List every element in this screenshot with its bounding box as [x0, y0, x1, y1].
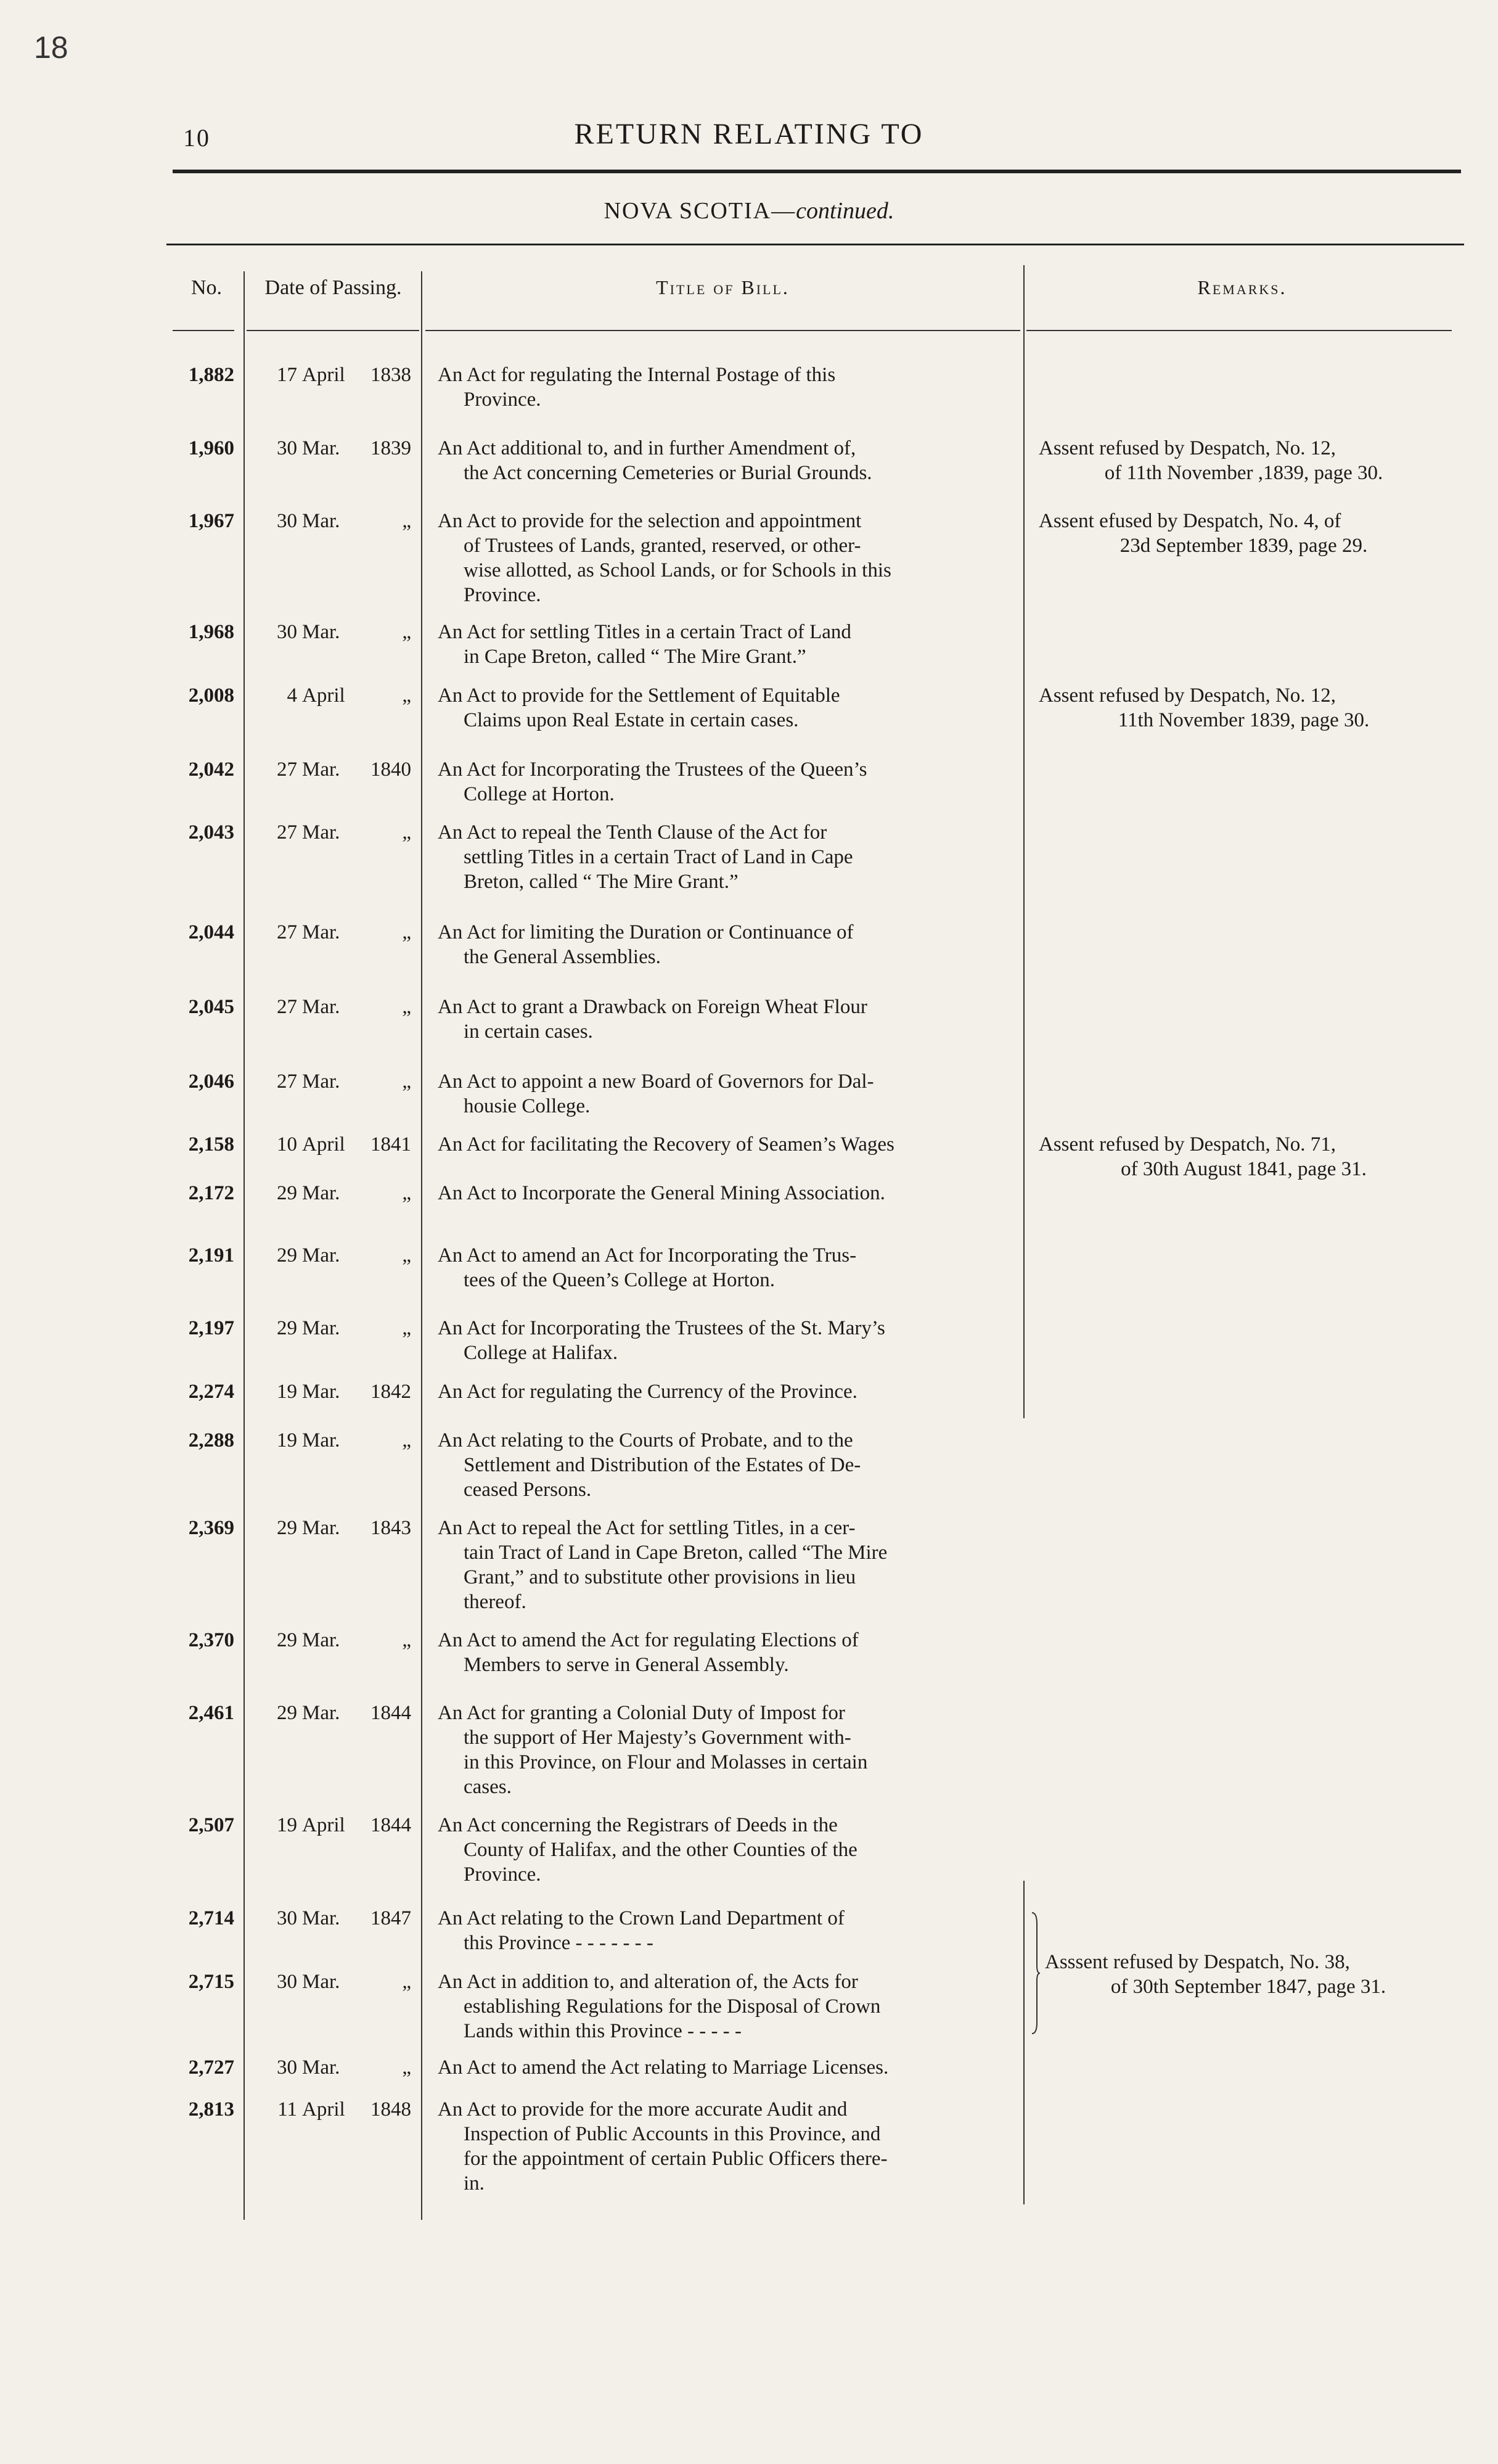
bill-title	[438, 820, 1011, 894]
header-underline-remarks	[1026, 330, 1452, 331]
passing-month: Mar.	[302, 1182, 340, 1204]
bill-title	[438, 363, 1011, 412]
passing-day: 29	[277, 1629, 297, 1651]
bill-title	[438, 1516, 1011, 1614]
passing-month: Mar.	[302, 821, 340, 844]
bill-title	[438, 683, 1011, 733]
header-underline-title	[425, 330, 1020, 331]
bill-title-line: Inspection of Public Accounts in this Province, and	[464, 2123, 881, 2145]
bill-title-line: the support of Her Majesty’s Government with-	[464, 1727, 851, 1749]
bill-title	[438, 1316, 1011, 1365]
bill-title-line: in Cape Breton, called “ The Mire Grant.”	[464, 646, 806, 668]
bill-title-line: College at Halifax.	[464, 1342, 618, 1364]
passing-month: Mar.	[302, 2056, 340, 2079]
bill-title-line: for the appointment of certain Public Officers there-	[464, 2148, 888, 2170]
bill-number: 2,008	[188, 684, 234, 707]
bill-title-line: Lands within this Province - - - - -	[464, 2020, 742, 2042]
passing-month: Mar.	[302, 1971, 340, 1993]
bill-title	[438, 2055, 1011, 2080]
passing-day: 30	[277, 1907, 297, 1929]
passing-year: „	[402, 1429, 411, 1452]
bill-title-line: An Act to repeal the Act for settling Titles, in a cer-	[438, 1517, 856, 1539]
bill-number: 2,158	[188, 1133, 234, 1156]
bill-number: 2,813	[188, 2098, 234, 2121]
bill-title-line: An Act to provide for the Settlement of Equitable	[438, 684, 840, 707]
bill-remarks-line: of 30th August 1841, page 31.	[1121, 1158, 1367, 1180]
passing-day: 17	[277, 364, 297, 386]
passing-day: 30	[277, 621, 297, 643]
passing-day: 27	[277, 758, 297, 781]
bill-title	[438, 1181, 1011, 1205]
bill-title-line: An Act to amend an Act for Incorporating the Trus-	[438, 1244, 857, 1267]
bill-title	[438, 995, 1011, 1044]
passing-month: Mar.	[302, 921, 340, 943]
bill-title-line: Members to serve in General Assembly.	[464, 1654, 789, 1676]
bill-number: 1,968	[188, 621, 234, 643]
bill-number: 2,046	[188, 1070, 234, 1093]
bill-title-line: the Act concerning Cemeteries or Burial Grounds.	[464, 462, 872, 484]
bill-number: 2,274	[188, 1381, 234, 1403]
passing-year: „	[402, 2056, 411, 2079]
passing-day: 11	[277, 2098, 297, 2121]
bill-title-line: An Act in addition to, and alteration of, the Acts for	[438, 1971, 858, 1993]
passing-year: 1843	[370, 1517, 411, 1539]
column-header-title: Title of Bill.	[656, 276, 790, 298]
passing-day: 27	[277, 1070, 297, 1093]
bill-title-line: the General Assemblies.	[464, 946, 661, 968]
bill-number: 1,967	[188, 510, 234, 532]
passing-day: 30	[277, 510, 297, 532]
bill-title	[438, 1813, 1011, 1887]
bill-title-line: settling Titles in a certain Tract of Land in Cape	[464, 846, 853, 868]
bill-title-line: College at Horton.	[464, 783, 615, 805]
passing-day: 29	[277, 1702, 297, 1724]
table-top-rule	[166, 244, 1464, 245]
passing-year: 1840	[370, 758, 411, 781]
bill-title-line: An Act for facilitating the Recovery of Seamen’s Wages	[438, 1133, 894, 1156]
passing-month: Mar.	[302, 996, 340, 1018]
passing-year: „	[402, 1971, 411, 1993]
column-divider-title-lower	[1023, 1881, 1025, 2204]
bill-title-line: An Act relating to the Crown Land Department of	[438, 1907, 845, 1929]
header-underline-no	[173, 330, 234, 331]
passing-year: „	[402, 510, 411, 532]
passing-year: 1847	[370, 1907, 411, 1929]
bracket-remark-line: Asssent refused by Despatch, No. 38,	[1045, 1951, 1350, 1973]
bill-title-line: this Province - - - - - - -	[464, 1932, 653, 1954]
passing-month: April	[302, 1814, 345, 1836]
passing-day: 29	[277, 1244, 297, 1267]
column-header-no: No.	[190, 276, 223, 299]
passing-year: „	[402, 1070, 411, 1093]
bill-title-line: County of Halifax, and the other Counties of the	[464, 1839, 857, 1861]
passing-month: Mar.	[302, 1244, 340, 1267]
bill-title-line: An Act to grant a Drawback on Foreign Wheat Flour	[438, 996, 867, 1018]
bill-number: 2,044	[188, 921, 234, 943]
passing-year: „	[402, 1317, 411, 1339]
bill-title-line: Claims upon Real Estate in certain cases.	[464, 709, 799, 731]
bill-title-line: of Trustees of Lands, granted, reserved, or other-	[464, 535, 861, 557]
bill-title-line: An Act for regulating the Internal Postage of this	[438, 364, 836, 386]
bill-title	[438, 1969, 1011, 2043]
bill-number: 2,727	[188, 2056, 234, 2079]
passing-year: „	[402, 621, 411, 643]
column-divider-title	[1023, 265, 1025, 1418]
running-title: RETURN RELATING TO	[574, 118, 924, 150]
bill-title-line: An Act to provide for the selection and appointment	[438, 510, 862, 532]
bill-title-line: Province.	[464, 584, 541, 606]
bill-number: 2,714	[188, 1907, 234, 1929]
section-title	[0, 197, 1498, 224]
bill-title	[438, 1906, 1011, 1955]
bracket-remark-line: of 30th September 1847, page 31.	[1110, 1976, 1386, 1998]
bill-title-line: An Act to Incorporate the General Mining Association.	[438, 1182, 885, 1204]
bill-title	[438, 1628, 1011, 1677]
bill-number: 2,172	[188, 1182, 234, 1204]
passing-year: „	[402, 1629, 411, 1651]
passing-day: 29	[277, 1182, 297, 1204]
bill-title-line: An Act to provide for the more accurate Audit and	[438, 2098, 848, 2121]
bill-title-line: An Act relating to the Courts of Probate, and to the	[438, 1429, 853, 1452]
column-header-date: Date of Passing.	[264, 276, 402, 299]
bill-remarks-line: Assent refused by Despatch, No. 12,	[1039, 437, 1336, 459]
passing-year: 1838	[370, 364, 411, 386]
bill-title-line: in certain cases.	[464, 1021, 593, 1043]
passing-year: „	[402, 821, 411, 844]
bill-title-line: An Act for regulating the Currency of the Province.	[438, 1381, 857, 1403]
passing-month: Mar.	[302, 437, 340, 459]
bill-title-line: Grant,” and to substitute other provisions in lieu	[464, 1566, 856, 1588]
header-underline-date	[247, 330, 419, 331]
bill-remarks-line: Assent efused by Despatch, No. 4, of	[1039, 510, 1341, 532]
passing-day: 19	[277, 1429, 297, 1452]
bill-remarks-line: Assent refused by Despatch, No. 71,	[1039, 1133, 1336, 1156]
bill-title-line: An Act additional to, and in further Amendment of,	[438, 437, 856, 459]
bill-title	[438, 1069, 1011, 1119]
passing-month: Mar.	[302, 1381, 340, 1403]
bill-number: 2,370	[188, 1629, 234, 1651]
bill-title-line: An Act for Incorporating the Trustees of the Queen’s	[438, 758, 867, 781]
passing-day: 30	[277, 1971, 297, 1993]
bill-title-line: housie College.	[464, 1095, 591, 1117]
header-rule	[173, 170, 1461, 173]
column-divider-no	[244, 271, 245, 2220]
bill-title	[438, 757, 1011, 807]
bill-number: 2,191	[188, 1244, 234, 1267]
passing-month: Mar.	[302, 1070, 340, 1093]
passing-month: Mar.	[302, 1629, 340, 1651]
passing-month: April	[302, 1133, 345, 1156]
bill-number: 2,045	[188, 996, 234, 1018]
passing-day: 19	[277, 1381, 297, 1403]
bill-number: 2,715	[188, 1971, 234, 1993]
bill-title-line: cases.	[464, 1776, 512, 1798]
bill-title-line: An Act for limiting the Duration or Continuance of	[438, 921, 854, 943]
bill-title-line: establishing Regulations for the Disposal of Crown	[464, 1995, 881, 2018]
bill-title-line: tees of the Queen’s College at Horton.	[464, 1269, 775, 1291]
bill-title-line: An Act for settling Titles in a certain Tract of Land	[438, 621, 851, 643]
bill-title-line: An Act to amend the Act relating to Marriage Licenses.	[438, 2056, 889, 2079]
bill-remarks	[1039, 1132, 1449, 1181]
bill-title-line: in this Province, on Flour and Molasses in certain	[464, 1751, 868, 1773]
bill-number: 2,197	[188, 1317, 234, 1339]
passing-year: 1844	[370, 1814, 411, 1836]
passing-day: 4	[287, 684, 297, 707]
bill-number: 2,042	[188, 758, 234, 781]
passing-year: 1839	[370, 437, 411, 459]
bill-title-line: An Act to repeal the Tenth Clause of the Act for	[438, 821, 827, 844]
bill-title	[438, 920, 1011, 969]
passing-year: „	[402, 684, 411, 707]
bill-remarks-line: 11th November 1839, page 30.	[1118, 709, 1370, 731]
passing-year: „	[402, 996, 411, 1018]
bill-title	[438, 620, 1011, 669]
bill-title	[438, 509, 1011, 607]
bill-title	[438, 1132, 1011, 1157]
passing-day: 27	[277, 821, 297, 844]
bill-title-line: Province.	[464, 1863, 541, 1886]
bill-title-line: thereof.	[464, 1591, 526, 1613]
passing-day: 10	[277, 1133, 297, 1156]
passing-year: 1842	[370, 1381, 411, 1403]
bill-remarks	[1039, 436, 1449, 485]
bill-remarks	[1039, 509, 1449, 558]
bill-remarks-line: of 11th November ,1839, page 30.	[1104, 462, 1383, 484]
brace-icon	[1031, 1912, 1041, 2035]
passing-day: 30	[277, 2056, 297, 2079]
bill-remarks-line: 23d September 1839, page 29.	[1119, 535, 1368, 557]
bill-title-line: An Act to appoint a new Board of Governors for Dal-	[438, 1070, 874, 1093]
passing-month: Mar.	[302, 510, 340, 532]
bill-title	[438, 436, 1011, 485]
bill-number: 2,369	[188, 1517, 234, 1539]
passing-month: Mar.	[302, 1317, 340, 1339]
bill-title	[438, 1701, 1011, 1799]
section-title-main: NOVA SCOTIA—	[604, 198, 796, 224]
bill-title-line: Settlement and Distribution of the Estates of De-	[464, 1454, 861, 1476]
bill-number: 2,043	[188, 821, 234, 844]
passing-month: Mar.	[302, 1907, 340, 1929]
bill-title-line: Province.	[464, 388, 541, 411]
passing-month: Mar.	[302, 1429, 340, 1452]
bill-title-line: tain Tract of Land in Cape Breton, called “The Mire	[464, 1542, 888, 1564]
passing-day: 29	[277, 1317, 297, 1339]
bill-title	[438, 1379, 1011, 1404]
bill-title	[438, 2097, 1011, 2196]
bill-title-line: An Act for Incorporating the Trustees of the St. Mary’s	[438, 1317, 885, 1339]
bill-number: 2,461	[188, 1702, 234, 1724]
bill-title-line: in.	[464, 2172, 485, 2195]
passing-day: 27	[277, 921, 297, 943]
passing-year: „	[402, 1244, 411, 1267]
bill-title-line: An Act for granting a Colonial Duty of Impost for	[438, 1702, 845, 1724]
passing-year: „	[402, 1182, 411, 1204]
passing-year: 1844	[370, 1702, 411, 1724]
bill-remarks-line: Assent refused by Despatch, No. 12,	[1039, 684, 1336, 707]
bill-title-line: wise allotted, as School Lands, or for Schools in this	[464, 559, 891, 581]
column-divider-date	[421, 271, 422, 2220]
passing-month: Mar.	[302, 758, 340, 781]
passing-month: April	[302, 2098, 345, 2121]
bill-title	[438, 1428, 1011, 1502]
passing-month: Mar.	[302, 1517, 340, 1539]
bill-title-line: ceased Persons.	[464, 1479, 592, 1501]
passing-year: „	[402, 921, 411, 943]
bill-number: 1,960	[188, 437, 234, 459]
passing-day: 29	[277, 1517, 297, 1539]
passing-day: 27	[277, 996, 297, 1018]
bill-title-line: Breton, called “ The Mire Grant.”	[464, 871, 739, 893]
section-title-continued: continued.	[796, 198, 894, 224]
passing-month: April	[302, 364, 345, 386]
passing-year: 1841	[370, 1133, 411, 1156]
bracket-remark-text	[1045, 1950, 1452, 1999]
bill-number: 2,507	[188, 1814, 234, 1836]
passing-day: 19	[277, 1814, 297, 1836]
bill-number: 2,288	[188, 1429, 234, 1452]
passing-month: Mar.	[302, 1702, 340, 1724]
passing-month: April	[302, 684, 345, 707]
page-number: 10	[183, 124, 210, 152]
passing-year: 1848	[370, 2098, 411, 2121]
bill-number: 1,882	[188, 364, 234, 386]
bill-title-line: An Act concerning the Registrars of Deeds in the	[438, 1814, 838, 1836]
column-header-remarks: Remarks.	[1197, 276, 1287, 298]
passing-day: 30	[277, 437, 297, 459]
bill-title	[438, 1243, 1011, 1292]
corner-number: 18	[34, 30, 68, 65]
bill-title-line: An Act to amend the Act for regulating Elections of	[438, 1629, 859, 1651]
bill-remarks	[1039, 683, 1449, 733]
passing-month: Mar.	[302, 621, 340, 643]
